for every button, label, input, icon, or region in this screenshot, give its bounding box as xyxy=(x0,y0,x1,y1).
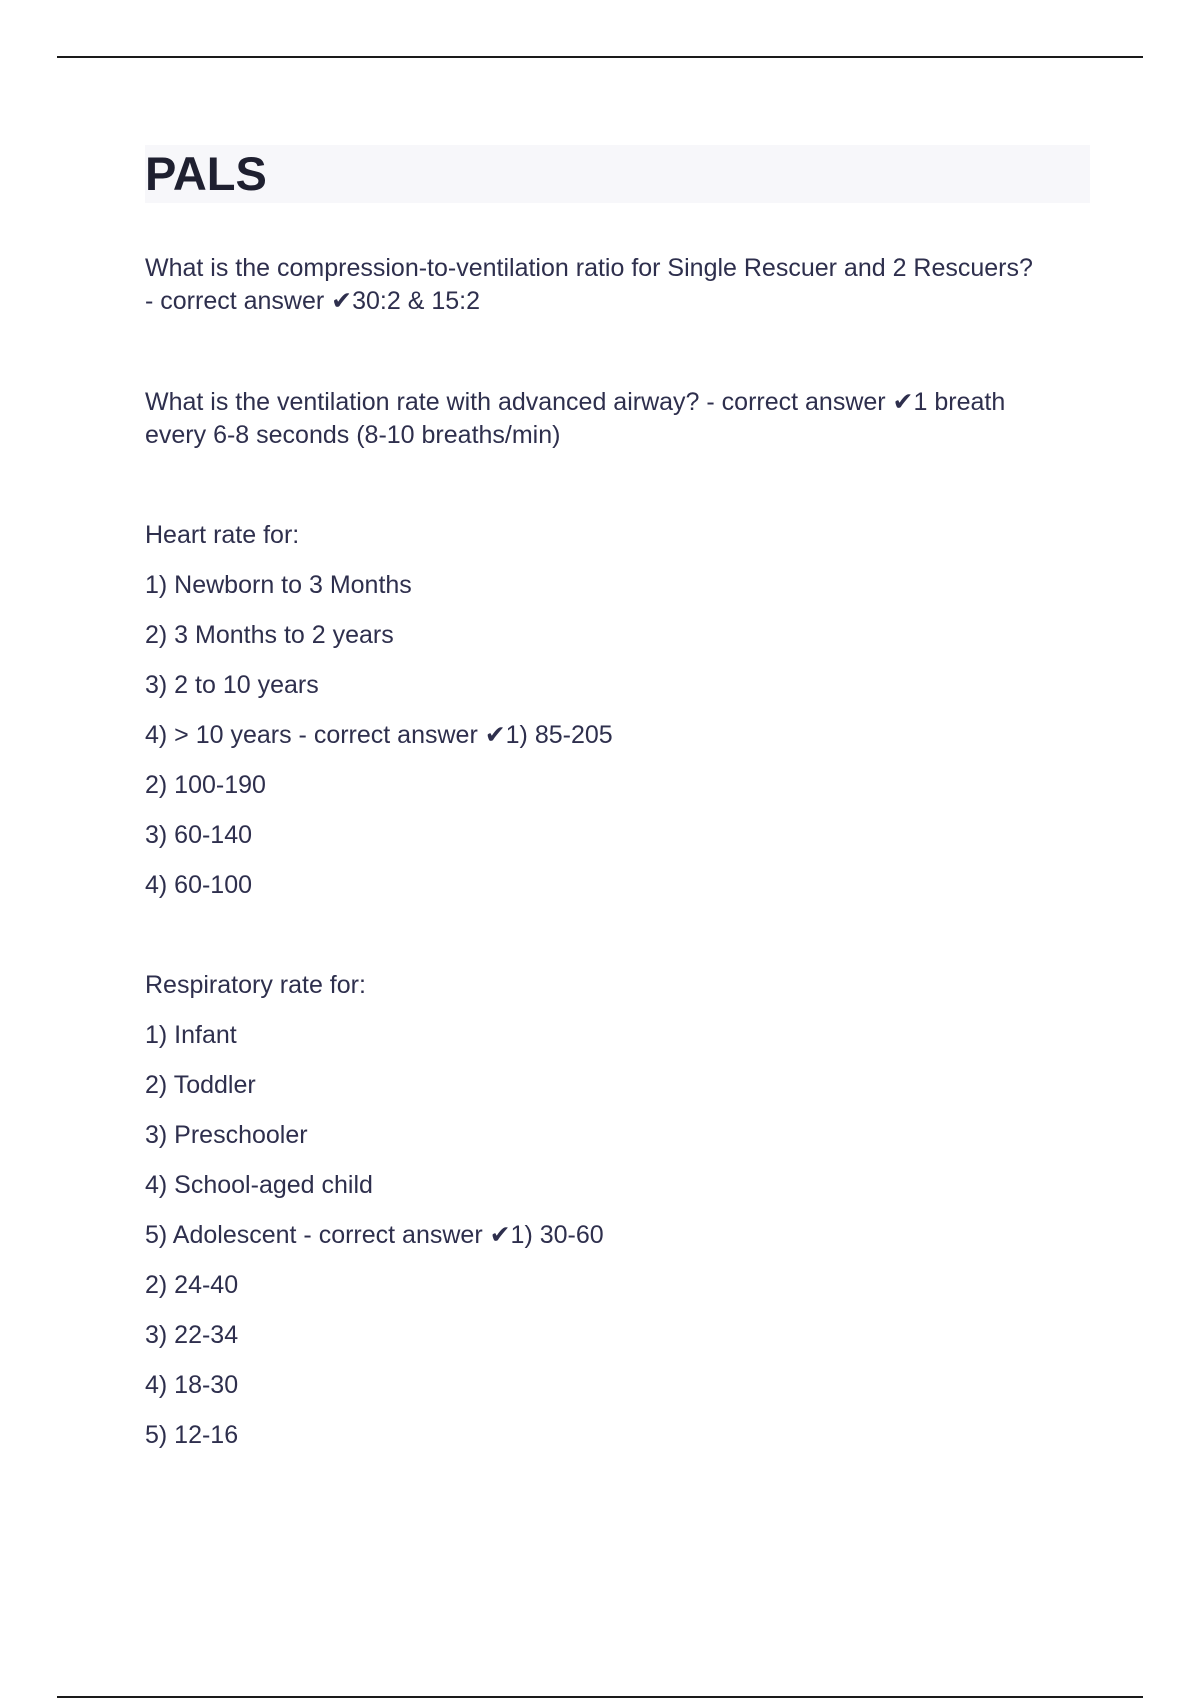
list-item: 4) School-aged child xyxy=(145,1171,373,1199)
list-item: 4) > 10 years - correct answer ✔1) 85-205 xyxy=(145,721,613,749)
title-band xyxy=(145,145,1090,203)
list-item: 1) Newborn to 3 Months xyxy=(145,571,412,599)
list-item: 5) Adolescent - correct answer ✔1) 30-60 xyxy=(145,1221,604,1249)
document-body xyxy=(145,252,1045,1470)
list-item: 2) 100-190 xyxy=(145,771,266,799)
list-item: 4) 60-100 xyxy=(145,871,253,899)
bottom-rule xyxy=(57,1696,1143,1698)
heart-rate-heading: Heart rate for: xyxy=(145,521,300,549)
qa-ventilation-rate: What is the ventilation rate with advanced airway? - correct answer ✔1 breath every 6-8 seconds (8-10 breaths/min) xyxy=(145,388,1006,449)
respiratory-rate-heading: Respiratory rate for: xyxy=(145,971,366,999)
list-item: 3) 2 to 10 years xyxy=(145,671,319,699)
list-item: 2) Toddler xyxy=(145,1071,256,1099)
top-rule xyxy=(57,56,1143,58)
heart-rate-section xyxy=(145,520,1045,920)
respiratory-rate-section xyxy=(145,970,1045,1470)
list-item: 3) Preschooler xyxy=(145,1121,308,1149)
list-item: 2) 3 Months to 2 years xyxy=(145,621,394,649)
list-item: 4) 18-30 xyxy=(145,1371,239,1399)
list-item: 3) 60-140 xyxy=(145,821,253,849)
list-item: 1) Infant xyxy=(145,1021,237,1049)
list-item: 2) 24-40 xyxy=(145,1271,239,1299)
qa-compression-ratio: What is the compression-to-ventilation ratio for Single Rescuer and 2 Rescuers? - correct answer ✔30:2 & 15:2 xyxy=(145,254,1033,315)
page-title: PALS xyxy=(145,147,267,200)
list-item: 3) 22-34 xyxy=(145,1321,239,1349)
list-item: 5) 12-16 xyxy=(145,1421,239,1449)
